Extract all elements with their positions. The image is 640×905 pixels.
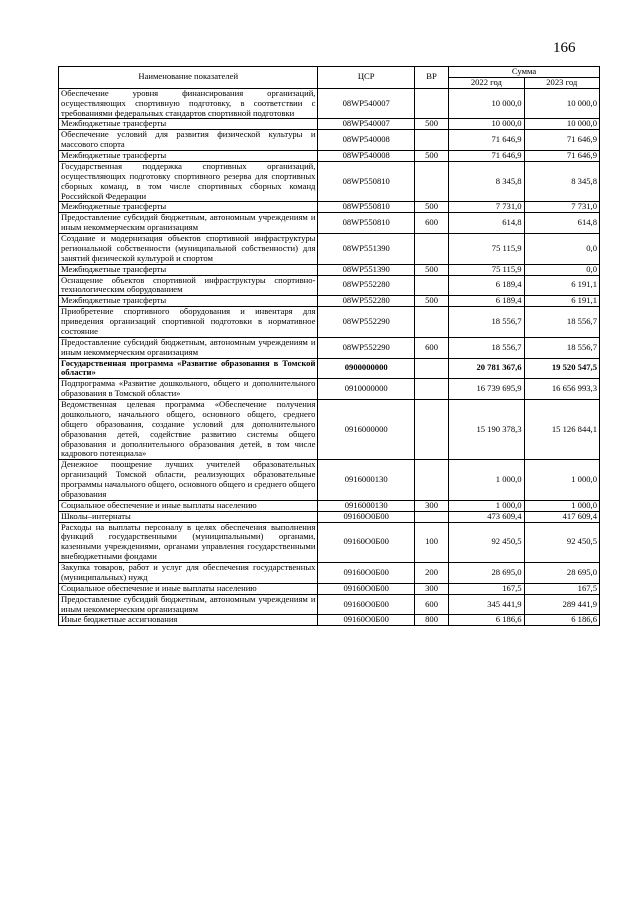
row-sum-2023: 8 345,8 [524,161,599,202]
table-row [59,583,600,594]
row-vr: 500 [414,202,448,213]
row-sum-2023: 15 126 844,1 [524,400,599,460]
table-row [59,379,600,400]
row-vr: 200 [414,563,448,584]
row-name: Создание и модернизация объектов спортивной инфраструктуры региональной собственности (муниципальной собственности) для занятий физической культурой и спортом [59,234,318,265]
table-row [59,130,600,151]
row-sum-2022: 473 609,4 [449,511,524,522]
row-vr: 500 [414,151,448,162]
row-csr: 08WP540008 [318,151,415,162]
row-name: Обеспечение условий для развития физической культуры и массового спорта [59,130,318,151]
row-sum-2022: 6 186,6 [449,615,524,626]
row-sum-2022: 18 556,7 [449,307,524,338]
row-vr [414,460,448,501]
header-sum: Сумма [449,67,600,78]
row-sum-2023: 10 000,0 [524,88,599,119]
row-name: Государственная поддержка спортивных организаций, осуществляющих подготовку спортивного резерва для спортивных сборных команд, в том числе спортивных сборных команд Российской Федерации [59,161,318,202]
table-row [59,88,600,119]
row-vr: 500 [414,119,448,130]
row-name: Расходы на выплаты персоналу в целях обеспечения выполнения функций государственными (муниципальными) органами, казенными учреждениями, органами управления государственными внебюджетными фондами [59,522,318,563]
row-vr [414,275,448,296]
row-sum-2023: 6 191,1 [524,275,599,296]
row-name: Денежное поощрение лучших учителей образовательных организаций Томской области, реализующих образовательные программы начального общего, основного общего и среднего общего образования [59,460,318,501]
row-sum-2023: 0,0 [524,234,599,265]
row-csr: 09160O0Б00 [318,522,415,563]
row-name: Государственная программа «Развитие образования в Томской области» [59,358,318,379]
row-vr [414,511,448,522]
row-csr: 08WP550810 [318,202,415,213]
row-sum-2023: 6 191,1 [524,296,599,307]
row-sum-2022: 167,5 [449,583,524,594]
row-vr: 500 [414,264,448,275]
row-sum-2022: 10 000,0 [449,88,524,119]
row-name: Социальное обеспечение и иные выплаты населению [59,583,318,594]
row-csr: 09160O0Б00 [318,615,415,626]
row-vr: 300 [414,500,448,511]
row-csr: 09160O0Б00 [318,563,415,584]
row-name: Межбюджетные трансферты [59,202,318,213]
row-csr: 08WP540008 [318,130,415,151]
row-sum-2023: 10 000,0 [524,119,599,130]
header-csr: ЦСР [318,67,415,89]
row-csr: 08WP551390 [318,264,415,275]
row-sum-2023: 18 556,7 [524,307,599,338]
row-vr [414,234,448,265]
row-name: Обеспечение уровня финансирования организаций, осуществляющих спортивную подготовку, в соответствии с требованиями федеральных стандартов спортивной подготовки [59,88,318,119]
row-csr: 09160O0Б00 [318,511,415,522]
row-vr: 600 [414,213,448,234]
table-row [59,161,600,202]
row-csr: 08WP552290 [318,337,415,358]
row-vr [414,307,448,338]
table-row [59,264,600,275]
header-row [59,67,600,78]
header-vr: ВР [414,67,448,89]
row-vr [414,161,448,202]
header-year-2023: 2023 год [524,77,599,88]
row-vr: 600 [414,337,448,358]
row-vr: 600 [414,594,448,615]
row-sum-2023: 1 000,0 [524,460,599,501]
row-sum-2023: 7 731,0 [524,202,599,213]
row-vr: 500 [414,296,448,307]
row-sum-2022: 7 731,0 [449,202,524,213]
row-vr: 800 [414,615,448,626]
table-row [59,522,600,563]
row-name: Оснащение объектов спортивной инфраструктуры спортивно-технологическим оборудованием [59,275,318,296]
row-name: Приобретение спортивного оборудования и инвентаря для приведения организаций спортивной подготовки в нормативное состояние [59,307,318,338]
row-name: Предоставление субсидий бюджетным, автономным учреждениям и иным некоммерческим организациям [59,337,318,358]
table-row [59,202,600,213]
table-row [59,275,600,296]
row-csr: 0900000000 [318,358,415,379]
row-sum-2022: 10 000,0 [449,119,524,130]
table-row [59,337,600,358]
row-sum-2022: 75 115,9 [449,264,524,275]
header-name: Наименование показателей [59,67,318,89]
row-name: Межбюджетные трансферты [59,296,318,307]
row-vr [414,130,448,151]
row-csr: 0916000130 [318,460,415,501]
row-csr: 08WP552280 [318,296,415,307]
table-row [59,594,600,615]
row-vr [414,379,448,400]
row-sum-2023: 6 186,6 [524,615,599,626]
row-name: Школы–интернаты [59,511,318,522]
row-sum-2023: 289 441,9 [524,594,599,615]
row-csr: 0910000000 [318,379,415,400]
row-sum-2022: 92 450,5 [449,522,524,563]
row-sum-2022: 20 781 367,6 [449,358,524,379]
row-sum-2022: 614,8 [449,213,524,234]
row-sum-2022: 1 000,0 [449,500,524,511]
row-sum-2022: 6 189,4 [449,275,524,296]
row-sum-2022: 28 695,0 [449,563,524,584]
table-row [59,563,600,584]
row-sum-2023: 18 556,7 [524,337,599,358]
row-sum-2023: 71 646,9 [524,130,599,151]
row-sum-2022: 75 115,9 [449,234,524,265]
row-csr: 08WP540007 [318,119,415,130]
row-sum-2023: 1 000,0 [524,500,599,511]
row-sum-2022: 18 556,7 [449,337,524,358]
table-row [59,511,600,522]
row-sum-2023: 28 695,0 [524,563,599,584]
row-sum-2023: 92 450,5 [524,522,599,563]
row-name: Межбюджетные трансферты [59,264,318,275]
row-sum-2022: 15 190 378,3 [449,400,524,460]
row-name: Межбюджетные трансферты [59,151,318,162]
table-row [59,296,600,307]
row-csr: 0916000130 [318,500,415,511]
row-sum-2023: 16 656 993,3 [524,379,599,400]
budget-table [58,66,600,626]
row-sum-2022: 1 000,0 [449,460,524,501]
row-name: Межбюджетные трансферты [59,119,318,130]
row-sum-2022: 345 441,9 [449,594,524,615]
table-row [59,307,600,338]
row-csr: 09160O0Б00 [318,583,415,594]
page-number: 166 [553,40,576,56]
row-sum-2022: 8 345,8 [449,161,524,202]
row-vr [414,88,448,119]
row-vr: 100 [414,522,448,563]
row-sum-2023: 0,0 [524,264,599,275]
row-vr [414,400,448,460]
table-row [59,500,600,511]
row-name: Ведомственная целевая программа «Обеспечение получения дошкольного, начального общего, основного общего, среднего общего образования, создание условий для дополнительного образования детей, содействие развитию системы общего образования и дополнительного образования детей, в том числе кадрового потенциала» [59,400,318,460]
table-row [59,119,600,130]
header-year-2022: 2022 год [449,77,524,88]
row-name: Подпрограмма «Развитие дошкольного, общего и дополнительного образования в Томской области» [59,379,318,400]
row-sum-2022: 71 646,9 [449,130,524,151]
table-row [59,151,600,162]
row-name: Закупка товаров, работ и услуг для обеспечения государственных (муниципальных) нужд [59,563,318,584]
row-csr: 08WP552280 [318,275,415,296]
row-csr: 08WP550810 [318,213,415,234]
row-vr [414,358,448,379]
row-name: Предоставление субсидий бюджетным, автономным учреждениям и иным некоммерческим организациям [59,213,318,234]
row-csr: 08WP551390 [318,234,415,265]
table-row [59,213,600,234]
row-csr: 08WP550810 [318,161,415,202]
row-name: Иные бюджетные ассигнования [59,615,318,626]
row-csr: 0916000000 [318,400,415,460]
table-row [59,400,600,460]
table-row [59,234,600,265]
row-csr: 08WP552290 [318,307,415,338]
row-vr: 300 [414,583,448,594]
table-row [59,460,600,501]
row-name: Предоставление субсидий бюджетным, автономным учреждениям и иным некоммерческим организациям [59,594,318,615]
row-csr: 08WP540007 [318,88,415,119]
row-sum-2022: 71 646,9 [449,151,524,162]
row-sum-2022: 16 739 695,9 [449,379,524,400]
row-name: Социальное обеспечение и иные выплаты населению [59,500,318,511]
row-sum-2023: 167,5 [524,583,599,594]
row-sum-2023: 19 520 547,5 [524,358,599,379]
row-csr: 09160O0Б00 [318,594,415,615]
table-row [59,358,600,379]
row-sum-2023: 614,8 [524,213,599,234]
row-sum-2022: 6 189,4 [449,296,524,307]
row-sum-2023: 417 609,4 [524,511,599,522]
table-row [59,615,600,626]
row-sum-2023: 71 646,9 [524,151,599,162]
